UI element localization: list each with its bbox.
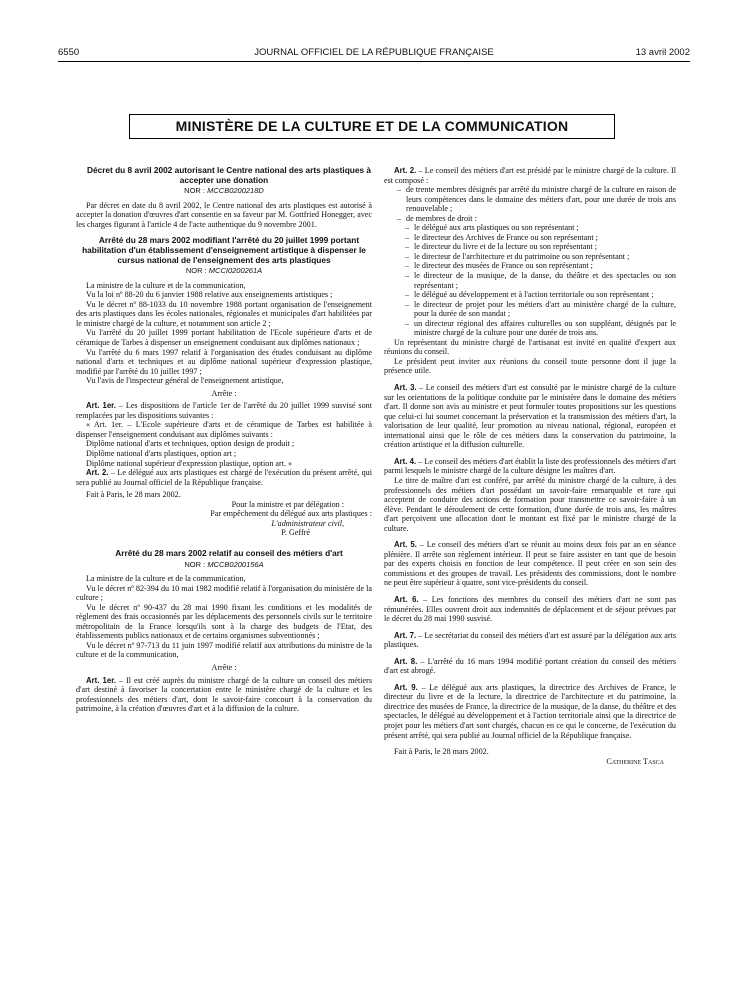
article-label: Art. 1er. [86, 675, 117, 685]
list-item: – de trente membres désignés par arrêté du ministre chargé de la culture en raison de leurs compétences dans le domaine des métiers d'art, pour une durée de trois ans renouvelable ; [406, 185, 676, 214]
arrete2-arrete-label: Arrête : [211, 662, 237, 672]
nor-code: MCCB0200156A [207, 559, 264, 569]
nor-code: MCCI0200261A [208, 266, 263, 276]
article-text: – Les dispositions de l'article 1er de l'arrêté du 20 juillet 1999 susvisé sont remplacées par les dispositions suivantes : [76, 401, 372, 420]
arrete1-quote-3: Diplôme national d'arts plastiques, option art ; [86, 449, 237, 458]
issue-date: 13 avril 2002 [635, 47, 690, 58]
arrete2-art7 [384, 631, 676, 650]
article-label: Art. 7. [394, 630, 417, 640]
article-text: – Le conseil des métiers d'art établit la liste des professionnels des métiers d'art parmi lesquels le ministre chargé de la culture désigne les maîtres d'art. [384, 456, 676, 476]
arrete2-art8 [384, 657, 676, 676]
arrete2-art6 [384, 595, 676, 624]
arrete2-title: Arrêté du 28 mars 2002 relatif au conseil des métiers d'art [115, 547, 343, 558]
article-text: – Le conseil des métiers d'art se réunit au moins deux fois par an en séance plénière. Il arrête son règlement intérieur. Il peut se faire assister en tant que de besoin par des experts choisis en fonction de leur compétence. Il peut créer en son sein des commissions et des groupes de travail. Les présidents des commissions, dont le nombre ne peut être supérieur à quatre, sont vice-présidents du conseil. [384, 540, 676, 588]
decree-title: Décret du 8 avril 2002 autorisant le Centre national des arts plastiques à accepter une donation [86, 165, 372, 185]
arrete2-art4-p2: Le titre de maître d'art est conféré, par arrêté du ministre chargé de la culture, à des professionnels des métiers d'art possédant un savoir-faire remarquable et rare qui acceptent de conduire des actions de formation pour transmettre ce savoir-faire à un élève. Pendant le déroulement de cette formation, d'une durée de trois ans, les maîtres d'art perçoivent une allocation dont le montant est fixé par le ministre chargé de la culture. [384, 475, 676, 533]
arrete2-art3 [384, 383, 676, 450]
arrete1-art1 [76, 401, 372, 420]
article-label: Art. 6. [394, 594, 419, 604]
list-item: – le directeur de projet pour les métiers d'art au ministère chargé de la culture, pour la durée de son mandat ; [414, 300, 676, 319]
arrete1-quote-2: Diplôme national d'arts et techniques, option design de produit ; [86, 439, 295, 449]
arrete2-done: Fait à Paris, le 28 mars 2002. [394, 747, 489, 757]
article-text: – Les fonctions des membres du conseil des métiers d'art ne sont pas rémunérées. Elles ouvrent droit aux indemnités de déplacement et de séjour prévues par le décret du 28 mai 1990 susvisé. [384, 594, 676, 624]
arrete1-vu-1: Vu la loi nº 88-20 du 6 janvier 1988 relative aux enseignements artistiques ; [86, 290, 333, 300]
arrete2-art1 [76, 676, 372, 714]
decree-nor [76, 186, 372, 196]
nor-code: MCCB0200218D [207, 186, 264, 196]
arrete2-art2-p2: Un représentant du ministre chargé de l'artisanat est invité en qualité d'expert aux réunions du conseil. [384, 337, 676, 357]
decree-body: Par décret en date du 8 avril 2002, le Centre national des arts plastiques est autorisé à accepter la donation d'œuvres d'art consentie en sa faveur par M. Gottfried Honegger, avec les charges figurant à l'article 4 de l'acte authentique du 9 novembre 2001. [76, 200, 372, 229]
arrete1-signature-line-3: L'administrateur civil, [271, 518, 344, 528]
list-item: – le délégué aux arts plastiques ou son représentant ; [414, 223, 676, 233]
arrete1-signature-line-2: Par empêchement du délégué aux arts plastiques : [210, 509, 372, 519]
article-label: Art. 9. [394, 682, 418, 692]
arrete1-vu-4: Vu l'arrêté du 6 mars 1997 relatif à l'organisation des études conduisant au diplôme national d'arts et techniques et au diplôme national supérieur d'expression plastique, modifié par l'arrêté du 10 juillet 1997 ; [76, 347, 372, 376]
article-label: Art. 2. [394, 166, 417, 175]
arrete1-vu-5: Vu l'avis de l'inspecteur général de l'enseignement artistique, [86, 376, 284, 386]
arrete2-vu-2: Vu le décret nº 90-437 du 28 mai 1990 fixant les conditions et les modalités de règlement des frais occasionnés par les déplacements des personnels civils sur le territoire métropolitain de la France lorsqu'ils sont à la charge des budgets de l'Etat, des établissements publics nationaux et de certains organismes subventionnés ; [76, 602, 372, 641]
arrete2-art5 [384, 540, 676, 588]
list-item: – le délégué au développement et à l'action territoriale ou son représentant ; [414, 290, 676, 300]
article-text: – Le délégué aux arts plastiques est chargé de l'exécution du présent arrêté, qui sera publié au Journal officiel de la République française. [76, 468, 372, 487]
arrete2-art2 [384, 166, 676, 185]
right-column [384, 166, 676, 766]
arrete1-art2 [76, 468, 372, 487]
arrete1-title: Arrêté du 28 mars 2002 modifiant l'arrêté du 20 juillet 1999 portant habilitation d'un établissement d'enseignement artistique à dispenser le cursus national de l'enseignement des arts plastiques [82, 235, 366, 265]
arrete2-signatory: Catherine Tasca [606, 756, 664, 766]
page-number: 6550 [58, 47, 80, 58]
left-column [76, 166, 372, 714]
arrete2-vu-3: Vu le décret nº 97-713 du 11 juin 1997 modifié relatif aux attributions du ministre de la culture et de la communication, [76, 640, 372, 660]
article-label: Art. 2. [86, 468, 109, 478]
composition-list [384, 185, 676, 223]
nor-label: NOR : [184, 186, 206, 196]
article-label: Art. 8. [394, 656, 418, 666]
list-item: – le directeur des musées de France ou son représentant ; [414, 261, 676, 271]
arrete2-art2-p3: Le président peut inviter aux réunions du conseil toute personne dont il juge la présence utile. [384, 356, 676, 376]
arrete1-signature-line-1: Pour la ministre et par délégation : [231, 499, 344, 509]
nor-label: NOR : [184, 559, 206, 569]
arrete1-nor [76, 266, 372, 276]
arrete1-arrete-label: Arrête : [211, 388, 237, 398]
list-item: – de membres de droit : [406, 214, 676, 224]
article-text: – Le conseil des métiers d'art est consulté par le ministre chargé de la culture sur les orientations de la politique conduite par le ministère dans le domaine des métiers d'art. Il donne son avis au ministre et peut formuler toutes propositions sur les questions que celui-ci lui soumet concernant la préservation et la transmission des métiers d'art, la valorisation de leur qualité, leur promotion au niveau national, régional, européen et international ainsi que le rôle de ces métiers dans la conservation du patrimoine, la création artistique et la diffusion culturelle. [384, 383, 676, 450]
arrete1-quote-4: Diplôme national supérieur d'expression plastique, option art. » [86, 458, 293, 468]
arrete2-art4 [384, 457, 676, 476]
article-text: – L'arrêté du 16 mars 1994 modifié portant création du conseil des métiers d'art est abrogé. [384, 656, 676, 676]
arrete2-vu-1: Vu le décret nº 82-394 du 10 mai 1982 modifié relatif à l'organisation du ministère de la culture ; [76, 583, 372, 603]
article-text: – Il est créé auprès du ministre chargé de la culture un conseil des métiers d'art destiné à favoriser la concertation entre le ministère chargé de la culture et les professionnels des métiers d'art, dont le savoir-faire concourt à la conservation du patrimoine, à la création d'œuvres d'art et à la diffusion de la culture. [76, 675, 372, 714]
arrete1-done: Fait à Paris, le 28 mars 2002. [86, 490, 181, 500]
members-list [384, 223, 676, 338]
arrete1-minister: La ministre de la culture et de la communication, [86, 280, 246, 290]
arrete2-art9 [384, 683, 676, 740]
article-label: Art. 3. [394, 383, 417, 393]
arrete1-vu-2: Vu le décret nº 88-1033 du 10 novembre 1988 portant organisation de l'enseignement des arts plastiques dans les écoles nationales, régionales et municipales d'art habilitées par le ministre chargé de la culture, et notamment son article 2 ; [76, 299, 372, 328]
ministry-title: MINISTÈRE DE LA CULTURE ET DE LA COMMUNICATION [129, 114, 615, 139]
article-text: – Le secrétariat du conseil des métiers d'art est assuré par la délégation aux arts plastiques. [384, 630, 676, 650]
arrete1-vu-3: Vu l'arrêté du 20 juillet 1999 portant habilitation de l'Ecole supérieure d'arts et de céramique de Tarbes à dispenser un enseignement conduisant aux diplômes nationaux ; [76, 328, 372, 347]
list-item: – le directeur du livre et de la lecture ou son représentant ; [414, 242, 676, 252]
article-text: – Le délégué aux arts plastiques, la directrice des Archives de France, le directeur du livre et de la lecture, la directrice de l'architecture et du patrimoine, la directrice des musées de France, la directrice de la musique, de la danse, du théâtre et des spectacles, le délégué au développement et à l'action territoriale ainsi que la directrice de projet pour les métiers d'art sont chargés, chacun en ce qui le concerne, de l'exécution du présent arrêté, qui sera publié au Journal officiel de la République française. [384, 682, 676, 740]
nor-label: NOR : [185, 266, 207, 276]
arrete2-nor [76, 560, 372, 570]
arrete1-quote-1: « Art. 1er. – L'Ecole supérieure d'arts et de céramique de Tarbes est habilitée à dispenser l'enseignement conduisant aux diplômes suivants : [76, 420, 372, 439]
list-item: – le directeur des Archives de France ou son représentant ; [414, 233, 676, 243]
header-rule [58, 61, 690, 62]
article-text: – Le conseil des métiers d'art est présidé par le ministre chargé de la culture. Il est composé : [384, 166, 676, 185]
list-item: – un directeur régional des affaires culturelles ou son suppléant, désignés par le ministre chargé de la culture pour une durée de trois ans. [414, 319, 676, 338]
list-item: – le directeur de l'architecture et du patrimoine ou son représentant ; [414, 252, 676, 262]
arrete1-signatory: P. Geffré [281, 528, 310, 538]
arrete2-minister: La ministre de la culture et de la communication, [86, 574, 246, 584]
article-label: Art. 5. [394, 540, 417, 550]
list-item: – le directeur de la musique, de la danse, du théâtre et des spectacles ou son représentant ; [414, 271, 676, 290]
article-label: Art. 4. [394, 456, 417, 466]
article-label: Art. 1er. [86, 401, 116, 411]
journal-title: JOURNAL OFFICIEL DE LA RÉPUBLIQUE FRANÇAISE [254, 47, 494, 58]
